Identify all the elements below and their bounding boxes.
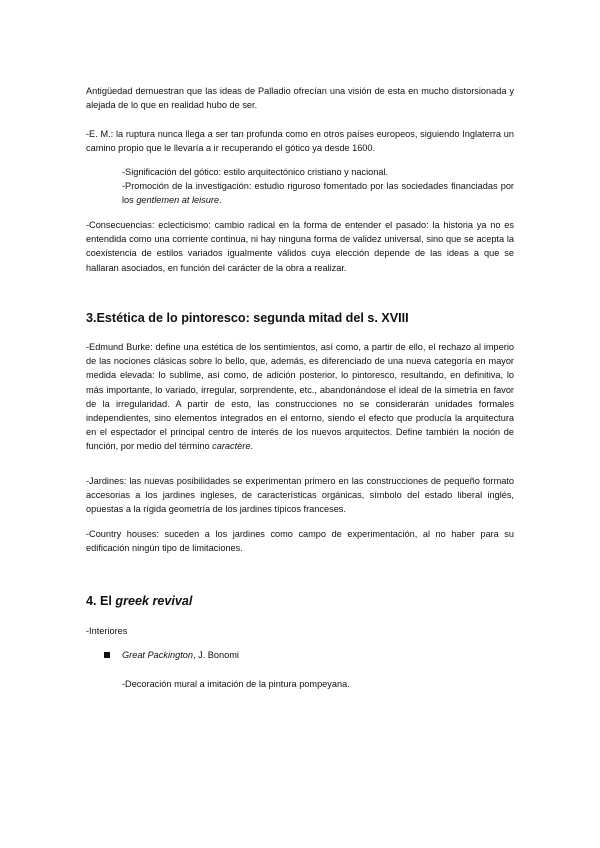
burke-end: . [250,441,254,452]
paragraph-gothic-significance [122,165,514,208]
great-packington-title: Great Packington [122,650,193,660]
paragraph-gardens: -Jardines: las nuevas posibilidades se experimentan primero en las construcciones de pequeño formato accesorias a los jardines ingleses, de características orgánicas, símbolo del estado liberal inglés, opuestas a la rígida geometría de los jardines típicos franceses. [86,476,514,515]
paragraph-consequences: -Consecuencias: eclecticismo: cambio radical en la forma de entender el pasado: la historia ya no es entendida como una corriente continua, ni hay ninguna forma de validez universal, sino que se acepta la coexistencia de estilos variados igualmente válidos cuya elección depende de las ideas a que se hallaran asociados, en función del carácter de la obra a realizar. [86,220,514,273]
paragraph-palladio: Antigüedad demuestran que las ideas de Palladio ofrecían una visión de esta en mucho distorsionada y alejada de lo que en realidad hubo de ser. [86,86,514,111]
research-promotion-text: -Promoción de la investigación: estudio riguroso fomentado por las sociedades financiadas por los [122,181,514,206]
paragraph-country-houses: -Country houses: suceden a los jardines como campo de experimentación, al no haber para su edificación ningún tipo de limitaciones. [86,529,514,554]
list-item-great-packington [122,648,239,662]
caractere-term: caractère [212,441,251,452]
paragraph-mural-decoration: -Decoración mural a imitación de la pintura pompeyana. [122,679,350,689]
paragraph-em: -E. M.: la ruptura nunca llega a ser tan profunda como en otros países europeos, siguiendo Inglaterra un camino propio que le llevaría a ir recuperando el gótico ya desde 1600. [86,129,514,154]
gentlemen-phrase: gentlemen at leisure [136,195,220,206]
section-heading-picturesque: 3.Estética de lo pintoresco: segunda mitad del s. XVIII [86,311,409,325]
burke-text: -Edmund Burke: define una estética de los sentimientos, así como, a partir de ello, el rechazo al imperio de las nociones clásicas sobre lo bello, que, además, es diferenciado de una nueva categoría en mayor medida elevada: lo sublime, así como, de adición posterior, lo pintoresco, resultando, en definitiva, lo más importante, lo variado, irregular, sorprendente, etc., abandonándose el ideal de la simetría en favor de la irregularidad. A partir de esto, las construcciones no se considerarán unidades formales independientes, sino elementos integrados en el entorno, siendo el efecto que producía la arquitectura en el espectador el principal centro de interés de los nuevos arquitectos. Define también la noción de función, por medio del término [86,342,514,452]
paragraph-burke [86,340,514,454]
gothic-significance-line: -Significación del gótico: estilo arquitectónico cristiano y nacional. [122,167,389,177]
greek-revival-number: 4. El [86,594,116,608]
square-bullet-icon [104,652,110,658]
paragraph-interiors: -Interiores [86,626,128,636]
research-promotion-end: . [219,195,222,206]
great-packington-author: , J. Bonomi [193,650,239,660]
section-heading-greek-revival [86,594,192,608]
greek-revival-title: greek revival [115,594,193,608]
